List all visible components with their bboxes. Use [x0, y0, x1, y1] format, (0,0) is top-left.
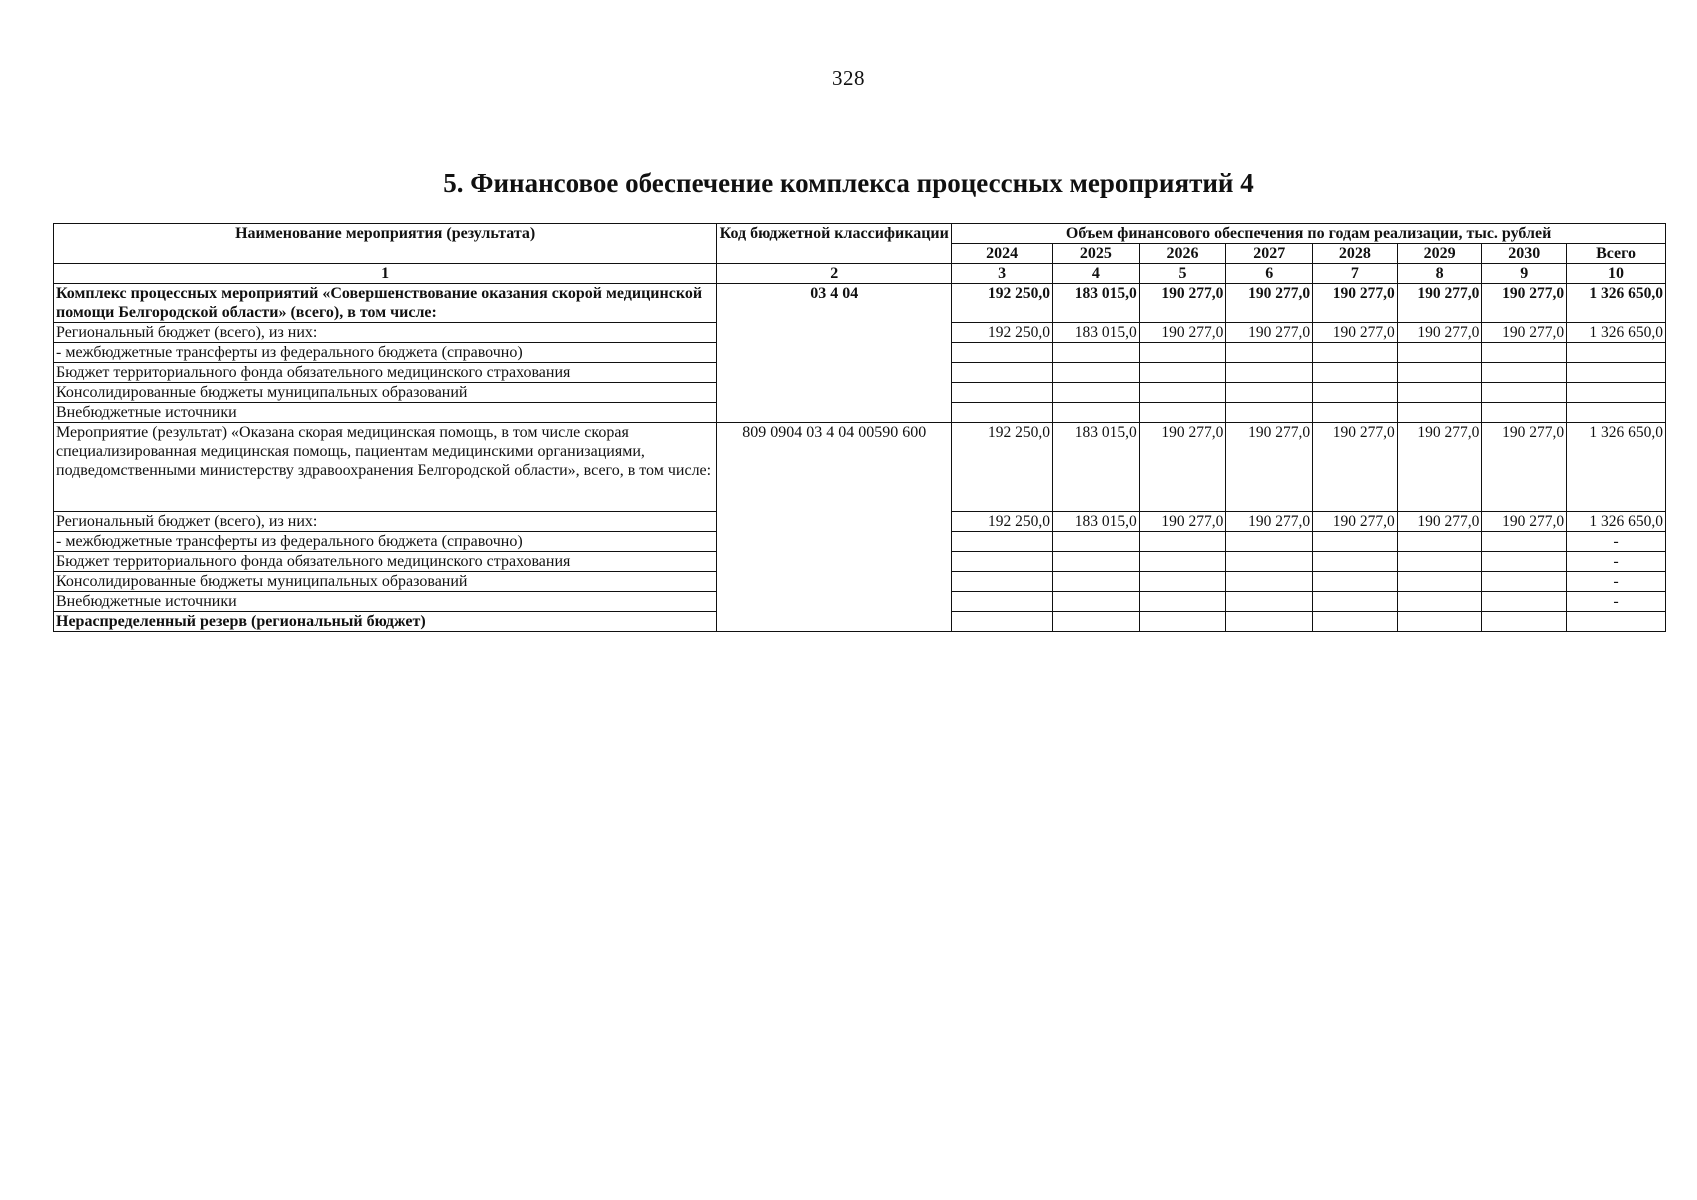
value-cell: 190 277,0: [1397, 323, 1482, 343]
header-year: 2028: [1313, 244, 1398, 264]
row-name: Региональный бюджет (всего), из них:: [54, 512, 717, 532]
page-title: 5. Финансовое обеспечение комплекса процессных мероприятий 4: [443, 168, 1254, 198]
value-cell: 190 277,0: [1139, 323, 1226, 343]
value-cell: 190 277,0: [1139, 284, 1226, 323]
column-number: 2: [717, 264, 952, 284]
header-volume: Объем финансового обеспечения по годам реализации, тыс. рублей: [952, 224, 1666, 244]
column-number: 5: [1139, 264, 1226, 284]
value-cell: 192 250,0: [952, 284, 1053, 323]
value-cell: 190 277,0: [1482, 323, 1567, 343]
header-row: [54, 224, 1666, 244]
value-cell: 190 277,0: [1313, 323, 1398, 343]
row-code: 03 4 04: [717, 284, 952, 423]
column-number-row: [54, 264, 1666, 284]
total-cell: -: [1567, 552, 1666, 572]
row-name: - межбюджетные трансферты из федерального бюджета (справочно): [54, 532, 717, 552]
value-cell: 183 015,0: [1053, 423, 1140, 512]
column-number: 6: [1226, 264, 1313, 284]
page-number: 328: [832, 66, 865, 90]
header-code: Код бюджетной классификации: [717, 224, 952, 264]
table-row: [54, 423, 1666, 512]
value-cell: 190 277,0: [1226, 423, 1313, 512]
value-cell: 190 277,0: [1226, 512, 1313, 532]
header-year: 2025: [1053, 244, 1140, 264]
total-cell: -: [1567, 572, 1666, 592]
row-name: Региональный бюджет (всего), из них:: [54, 323, 717, 343]
total-cell: 1 326 650,0: [1567, 284, 1666, 323]
column-number: 1: [54, 264, 717, 284]
row-name: Бюджет территориального фонда обязательного медицинского страхования: [54, 552, 717, 572]
value-cell: 192 250,0: [952, 423, 1053, 512]
row-name: Комплекс процессных мероприятий «Совершенствование оказания скорой медицинской помощи Белгородской области» (всего), в том числе:: [54, 284, 717, 323]
total-cell: 1 326 650,0: [1567, 323, 1666, 343]
value-cell: 190 277,0: [1226, 284, 1313, 323]
value-cell: 190 277,0: [1313, 423, 1398, 512]
value-cell: 192 250,0: [952, 512, 1053, 532]
header-year: 2024: [952, 244, 1053, 264]
row-name: Бюджет территориального фонда обязательного медицинского страхования: [54, 363, 717, 383]
value-cell: 190 277,0: [1139, 423, 1226, 512]
header-year: 2029: [1397, 244, 1482, 264]
total-cell: 1 326 650,0: [1567, 512, 1666, 532]
value-cell: 183 015,0: [1053, 284, 1140, 323]
header-year: 2026: [1139, 244, 1226, 264]
table-row: [54, 284, 1666, 323]
column-number: 9: [1482, 264, 1567, 284]
value-cell: 190 277,0: [1482, 512, 1567, 532]
column-number: 3: [952, 264, 1053, 284]
value-cell: 190 277,0: [1397, 423, 1482, 512]
row-name: Консолидированные бюджеты муниципальных образований: [54, 383, 717, 403]
header-year: 2030: [1482, 244, 1567, 264]
value-cell: 190 277,0: [1482, 423, 1567, 512]
financing-table: [53, 223, 1666, 632]
value-cell: 190 277,0: [1482, 284, 1567, 323]
header-name: Наименование мероприятия (результата): [54, 224, 717, 264]
total-cell: -: [1567, 592, 1666, 612]
row-name: Внебюджетные источники: [54, 592, 717, 612]
value-cell: 190 277,0: [1313, 512, 1398, 532]
row-name: Внебюджетные источники: [54, 403, 717, 423]
row-name: - межбюджетные трансферты из федерального бюджета (справочно): [54, 343, 717, 363]
header-year: 2027: [1226, 244, 1313, 264]
value-cell: 190 277,0: [1226, 323, 1313, 343]
total-cell: -: [1567, 532, 1666, 552]
header-total: Всего: [1567, 244, 1666, 264]
row-name: Мероприятие (результат) «Оказана скорая медицинская помощь, в том числе скорая специализированная медицинская помощь, пациентам медицинскими организациями, подведомственными министерству здравоохранения Белгородской области», всего, в том числе:: [54, 423, 717, 512]
total-cell: 1 326 650,0: [1567, 423, 1666, 512]
value-cell: 190 277,0: [1397, 284, 1482, 323]
column-number: 10: [1567, 264, 1666, 284]
value-cell: 183 015,0: [1053, 323, 1140, 343]
row-name: Нераспределенный резерв (региональный бюджет): [54, 612, 717, 632]
row-code: 809 0904 03 4 04 00590 600: [717, 423, 952, 632]
value-cell: 190 277,0: [1397, 512, 1482, 532]
value-cell: 190 277,0: [1139, 512, 1226, 532]
row-name: Консолидированные бюджеты муниципальных образований: [54, 572, 717, 592]
value-cell: 183 015,0: [1053, 512, 1140, 532]
value-cell: 190 277,0: [1313, 284, 1398, 323]
column-number: 8: [1397, 264, 1482, 284]
column-number: 7: [1313, 264, 1398, 284]
column-number: 4: [1053, 264, 1140, 284]
value-cell: 192 250,0: [952, 323, 1053, 343]
